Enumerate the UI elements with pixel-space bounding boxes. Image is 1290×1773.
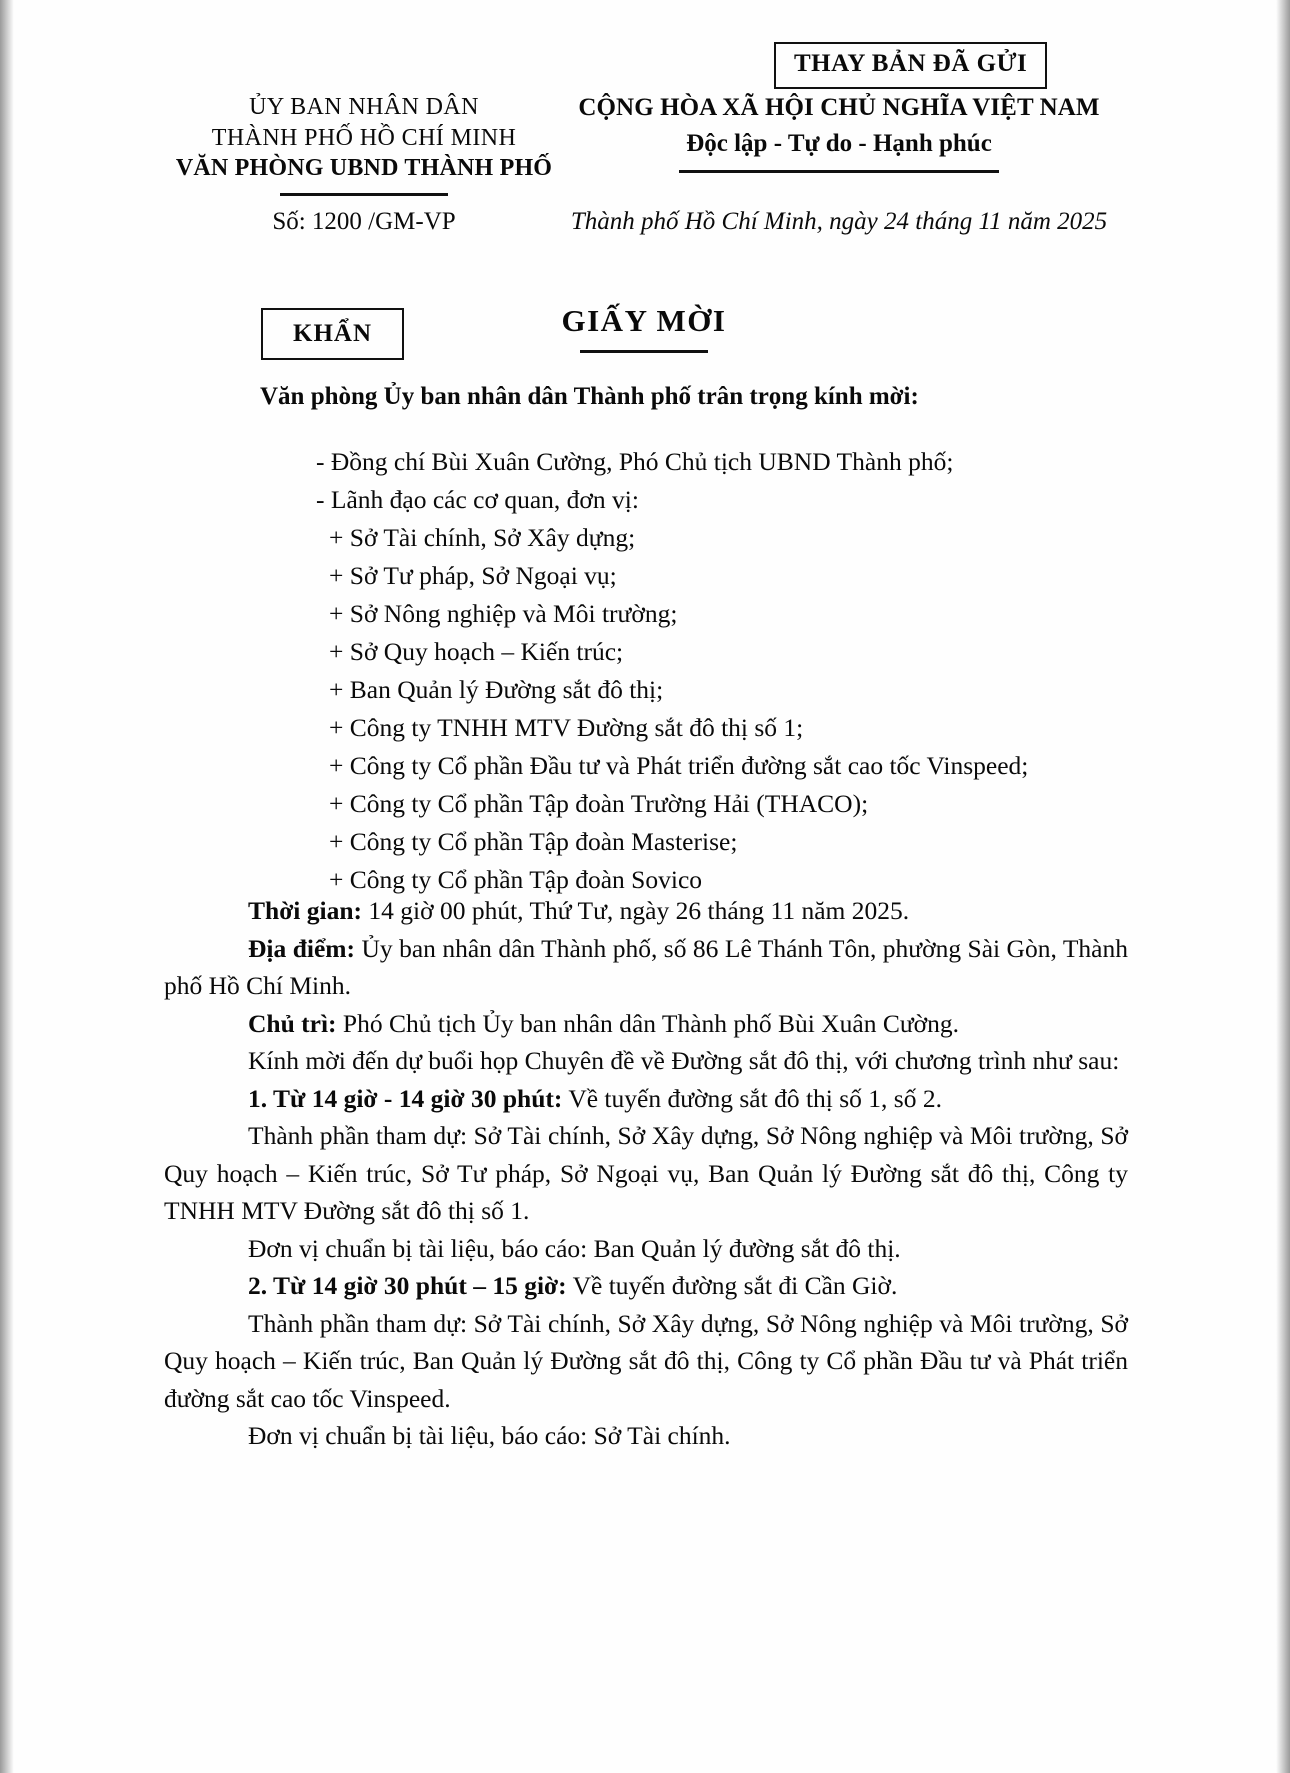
place-and-date: Thành phố Hồ Chí Minh, ngày 24 tháng 11 năm 2025 xyxy=(570,208,1108,235)
agenda-time-range: 1. Từ 14 giờ - 14 giờ 30 phút: xyxy=(248,1083,563,1113)
reference-number: Số: 1200 /GM-VP xyxy=(272,208,456,235)
agenda-preparer: Đơn vị chuẩn bị tài liệu, báo cáo: Ban Quản lý đường sắt đô thị. xyxy=(248,1233,901,1263)
agenda-heading xyxy=(164,1267,1128,1305)
place-label: Địa điểm: xyxy=(248,933,356,963)
agenda-time-range: 2. Từ 14 giờ 30 phút – 15 giờ: xyxy=(248,1271,567,1300)
recipient-item: + Sở Tài chính, Sở Xây dựng; xyxy=(329,523,636,552)
recipient-item: - Đồng chí Bùi Xuân Cường, Phó Chủ tịch UBND Thành phố; xyxy=(316,447,954,476)
invitation-lead: Văn phòng Ủy ban nhân dân Thành phố trân trọng kính mời: xyxy=(260,383,919,410)
time-label: Thời gian: xyxy=(248,896,363,925)
issuer-line-3: VĂN PHÒNG UBND THÀNH PHỐ xyxy=(175,155,553,182)
page-title-text: GIẤY MỜI xyxy=(561,303,727,338)
time-value: 14 giờ 00 phút, Thứ Tư, ngày 26 tháng 11 năm 2025. xyxy=(362,896,910,925)
document-sheet xyxy=(14,0,1276,1773)
issuer-header xyxy=(164,92,564,196)
national-line-1: CỘNG HÒA XÃ HỘI CHỦ NGHĨA VIỆT NAM xyxy=(578,94,1100,121)
place-line xyxy=(164,930,1128,1005)
document-body xyxy=(164,892,1128,1455)
recipient-item: + Công ty Cổ phần Tập đoàn Masterise; xyxy=(329,827,738,856)
title-underline xyxy=(580,350,708,353)
stamp-thay-ban-da-gui: THAY BẢN ĐÃ GỬI xyxy=(774,42,1047,89)
recipient-item: + Sở Quy hoạch – Kiến trúc; xyxy=(329,637,624,666)
recipient-item: + Sở Tư pháp, Sở Ngoại vụ; xyxy=(329,561,617,590)
recipient-item: + Sở Nông nghiệp và Môi trường; xyxy=(329,599,678,628)
recipient-item: - Lãnh đạo các cơ quan, đơn vị: xyxy=(316,485,639,514)
agenda-list xyxy=(164,1080,1128,1455)
scan-edge-left xyxy=(0,0,14,1773)
chair-line xyxy=(164,1005,1128,1043)
national-line-2: Độc lập - Tự do - Hạnh phúc xyxy=(686,129,992,157)
recipient-item: + Công ty Cổ phần Tập đoàn Trường Hải (THACO); xyxy=(329,789,869,818)
recipient-item: + Công ty Cổ phần Đầu tư và Phát triển đường sắt cao tốc Vinspeed; xyxy=(329,751,1029,780)
recipient-list xyxy=(164,443,1126,899)
chair-value: Phó Chủ tịch Ủy ban nhân dân Thành phố Bùi Xuân Cường. xyxy=(336,1008,960,1038)
agenda-preparer: Đơn vị chuẩn bị tài liệu, báo cáo: Sở Tài chính. xyxy=(248,1421,731,1450)
page-title xyxy=(434,303,854,353)
urgent-badge: KHẨN xyxy=(261,308,404,360)
agenda-heading xyxy=(164,1080,1128,1118)
scan-edge-right xyxy=(1276,0,1290,1773)
issuer-line-2: THÀNH PHỐ HỒ CHÍ MINH xyxy=(211,124,517,151)
issuer-line-1: ỦY BAN NHÂN DÂN xyxy=(249,94,479,120)
issuer-underline xyxy=(280,193,448,196)
national-underline xyxy=(679,170,999,173)
time-line xyxy=(164,892,1128,930)
agenda-topic: Về tuyến đường sắt đi Cần Giờ. xyxy=(566,1271,898,1300)
chair-label: Chủ trì: xyxy=(248,1008,337,1038)
recipient-item: + Công ty Cổ phần Tập đoàn Sovico xyxy=(329,865,703,894)
place-value: Ủy ban nhân dân Thành phố, số 86 Lê Thánh Tôn, phường Sài Gòn, Thành phố Hồ Chí Minh. xyxy=(164,933,1128,1000)
agenda-participants: Thành phần tham dự: Sở Tài chính, Sở Xây dựng, Sở Nông nghiệp và Môi trường, Sở Quy hoạch – Kiến trúc, Sở Tư pháp, Sở Ngoại vụ, Ban Quản lý Đường sắt đô thị, Công ty TNHH MTV Đường sắt đô thị số 1. xyxy=(164,1121,1128,1225)
agenda-participants: Thành phần tham dự: Sở Tài chính, Sở Xây dựng, Sở Nông nghiệp và Môi trường, Sở Quy hoạch – Kiến trúc, Ban Quản lý Đường sắt đô thị, Công ty Cổ phần Đầu tư và Phát triển đường sắt cao tốc Vinspeed. xyxy=(164,1308,1128,1413)
national-header xyxy=(559,92,1119,173)
agenda-topic: Về tuyến đường sắt đô thị số 1, số 2. xyxy=(562,1083,942,1113)
recipient-item: + Ban Quản lý Đường sắt đô thị; xyxy=(329,675,664,704)
recipient-item: + Công ty TNHH MTV Đường sắt đô thị số 1; xyxy=(329,713,804,742)
meeting-intro: Kính mời đến dự buổi họp Chuyên đề về Đường sắt đô thị, với chương trình như sau: xyxy=(248,1046,1120,1075)
